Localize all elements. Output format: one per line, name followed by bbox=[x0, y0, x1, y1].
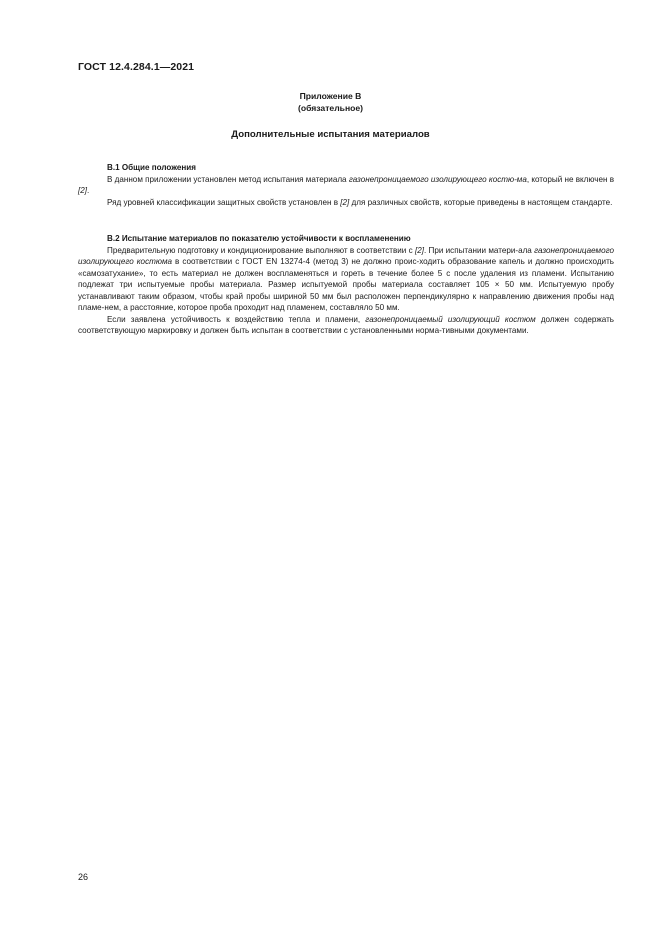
text-run: Ряд уровней классификации защитных свойств установлен в bbox=[107, 197, 341, 207]
italic-term: газонепроницаемого изолирующего костю-ма bbox=[348, 174, 527, 184]
text-run: должен содержать соответствующую маркировку и должен быть испытан в соответствии с установленными норма-тивными документами. bbox=[78, 314, 615, 335]
section-heading: В.1 Общие положения bbox=[107, 163, 196, 172]
page-title: Дополнительные испытания материалов bbox=[231, 129, 430, 140]
page-number: 26 bbox=[78, 872, 89, 882]
section-heading: В.2 Испытание материалов по показателю устойчивости к воспламенению bbox=[107, 234, 411, 243]
paragraph bbox=[78, 245, 614, 314]
text-run: . bbox=[87, 186, 90, 195]
reference: [2] bbox=[78, 186, 87, 195]
paragraph bbox=[78, 314, 614, 337]
italic-term: газонепроницаемый изолирующий костюм bbox=[365, 314, 536, 324]
text-run: В данном приложении установлен метод испытания материала bbox=[107, 174, 349, 184]
standard-designation: ГОСТ 12.4.284.1—2021 bbox=[78, 61, 195, 73]
text-run: Если заявлена устойчивость к воздействию тепла и пламени, bbox=[107, 314, 366, 324]
annex-title: Приложение В bbox=[299, 91, 362, 101]
annex-status: (обязательное) bbox=[297, 103, 364, 113]
reference: [2] bbox=[340, 197, 350, 207]
text-run: , который не включен в bbox=[526, 174, 614, 184]
text-run: в соответствии с ГОСТ EN 13274-4 (метод 3) не должно проис-ходить образование капель и должно происходить «самозатухание», то есть материал не должен воспламеняться и гореть в течение более 5 с после удаления из пламени. Испытанию подлежат три испытуемые пробы материала. Размер испытуемой пробы материала составляет 105 × 50 мм. Испытуемую пробу устанавливают таким образом, чтобы край пробы шириной 50 мм был расположен перпендикулярно к направлению движения пробы над пламе-нем, а расстояние, которое проба проходит над пламенем, составляло 50 мм. bbox=[78, 257, 615, 312]
paragraph bbox=[78, 174, 614, 197]
section-general-provisions bbox=[78, 162, 614, 208]
text-run: для различных свойств, которые приведены в настоящем стандарте. bbox=[349, 197, 613, 207]
italic-term: газонепроницаемого изолирующего костюма bbox=[78, 245, 614, 266]
text-run: Предварительную подготовку и кондиционирование выполняют в соответствии с bbox=[107, 245, 415, 255]
text-run: . При испытании матери-ала bbox=[423, 245, 535, 255]
paragraph bbox=[78, 197, 614, 209]
reference: [2] bbox=[414, 245, 424, 255]
section-ignition-resistance bbox=[78, 233, 614, 337]
